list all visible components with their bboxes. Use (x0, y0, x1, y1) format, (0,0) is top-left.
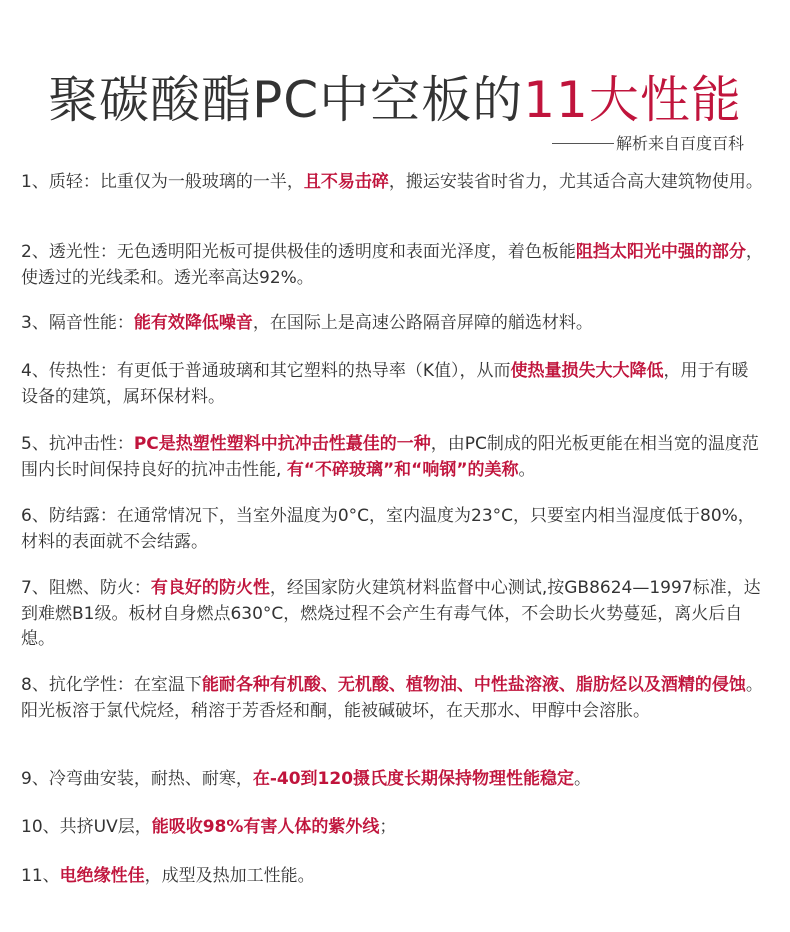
feature-item-7 (21, 576, 763, 653)
body-text: ，在国际上是高速公路隔音屏障的艏选材料。 (252, 313, 593, 333)
body-text: 。阳光板溶于氯代烷烃，稍溶于芳香烃和酮，能被碱破坏，在天那水、甲醇中会溶胀。 (21, 675, 763, 721)
feature-item-5 (21, 432, 763, 483)
highlight-text: 能耐各种有机酸、无机酸、植物油、中性盐溶液、脂肪烃以及酒精的侵蚀 (201, 675, 746, 695)
body-text: 4、传热性：有更低于普通玻璃和其它塑料的热导率（K值），从而 (21, 361, 511, 381)
highlight-text: 有“不碎玻璃”和“响钢”的美称 (286, 459, 519, 480)
body-text: ； (379, 817, 397, 837)
body-text: 。 (518, 459, 536, 480)
highlight-text: 且不易击碎 (303, 172, 389, 192)
feature-item-9 (21, 767, 763, 793)
body-text: ，成型及热加工性能。 (144, 866, 315, 886)
body-text: ，用于有暖设备的建筑，属环保材料。 (21, 361, 749, 407)
source-attribution (552, 133, 744, 155)
title-main: 聚碳酸酯PC中空板的 (48, 70, 524, 129)
body-text: 8、抗化学性：在室温下 (21, 675, 202, 695)
body-text: 1、质轻：比重仅为一般玻璃的一半， (21, 172, 304, 192)
body-text: 3、隔音性能： (21, 313, 134, 333)
highlight-text: PC是热塑性塑料中抗冲击性蕞佳的一种 (133, 434, 431, 454)
highlight-text: 电绝缘性佳 (59, 866, 145, 886)
feature-item-11 (21, 864, 763, 890)
feature-item-10 (21, 815, 763, 841)
body-text: 11、 (21, 866, 60, 886)
highlight-text: 阻挡太阳光中强的部分 (575, 242, 746, 262)
page-title (0, 68, 790, 132)
body-text: ，经国家防火建筑材料监督中心测试,按GB8624—1997标准，达到难燃B1级。板材自身燃点630°C，燃烧过程不会产生有毒气体，不会助长火势蔓延，离火后自熄。 (21, 578, 761, 649)
highlight-text: 有良好的防火性 (150, 578, 270, 598)
body-text: 7、阻燃、防火： (21, 578, 151, 598)
body-text: ，使透过的光线柔和。透光率高达92%。 (21, 242, 763, 288)
feature-item-3 (21, 311, 763, 337)
body-text: 9、冷弯曲安装，耐热、耐寒， (21, 769, 253, 789)
feature-item-6 (21, 504, 763, 555)
source-text: 解析来自百度百科 (615, 134, 744, 153)
body-text: ，搬运安装省时省力，尤其适合高大建筑物使用。 (388, 172, 763, 192)
feature-item-4 (21, 359, 763, 410)
title-highlight: 11大性能 (523, 70, 742, 129)
body-text: 5、抗冲击性： (21, 434, 134, 454)
highlight-text: 能吸收98%有害人体的紫外线 (151, 817, 380, 837)
highlight-text: 在-40到120摄氏度长期保持物理性能稳定 (252, 769, 575, 789)
body-text: 10、共挤UV层， (21, 817, 152, 837)
feature-item-8 (21, 673, 763, 724)
body-text: 。 (574, 769, 592, 789)
feature-item-1 (21, 170, 763, 196)
source-dash-divider (552, 143, 614, 144)
body-text: 6、防结露：在通常情况下，当室外温度为0°C，室内温度为23°C，只要室内相当湿度低于80%，材料的表面就不会结露。 (21, 506, 755, 552)
body-text: 2、透光性：无色透明阳光板可提供极佳的透明度和表面光泽度，着色板能 (21, 242, 576, 262)
highlight-text: 使热量损失大大降低 (510, 361, 664, 381)
highlight-text: 能有效降低噪音 (133, 313, 253, 333)
feature-item-2 (21, 240, 763, 291)
body-text: ，由PC制成的阳光板更能在相当宽的温度范围内长时间保持良好的抗冲击性能, (21, 434, 759, 480)
